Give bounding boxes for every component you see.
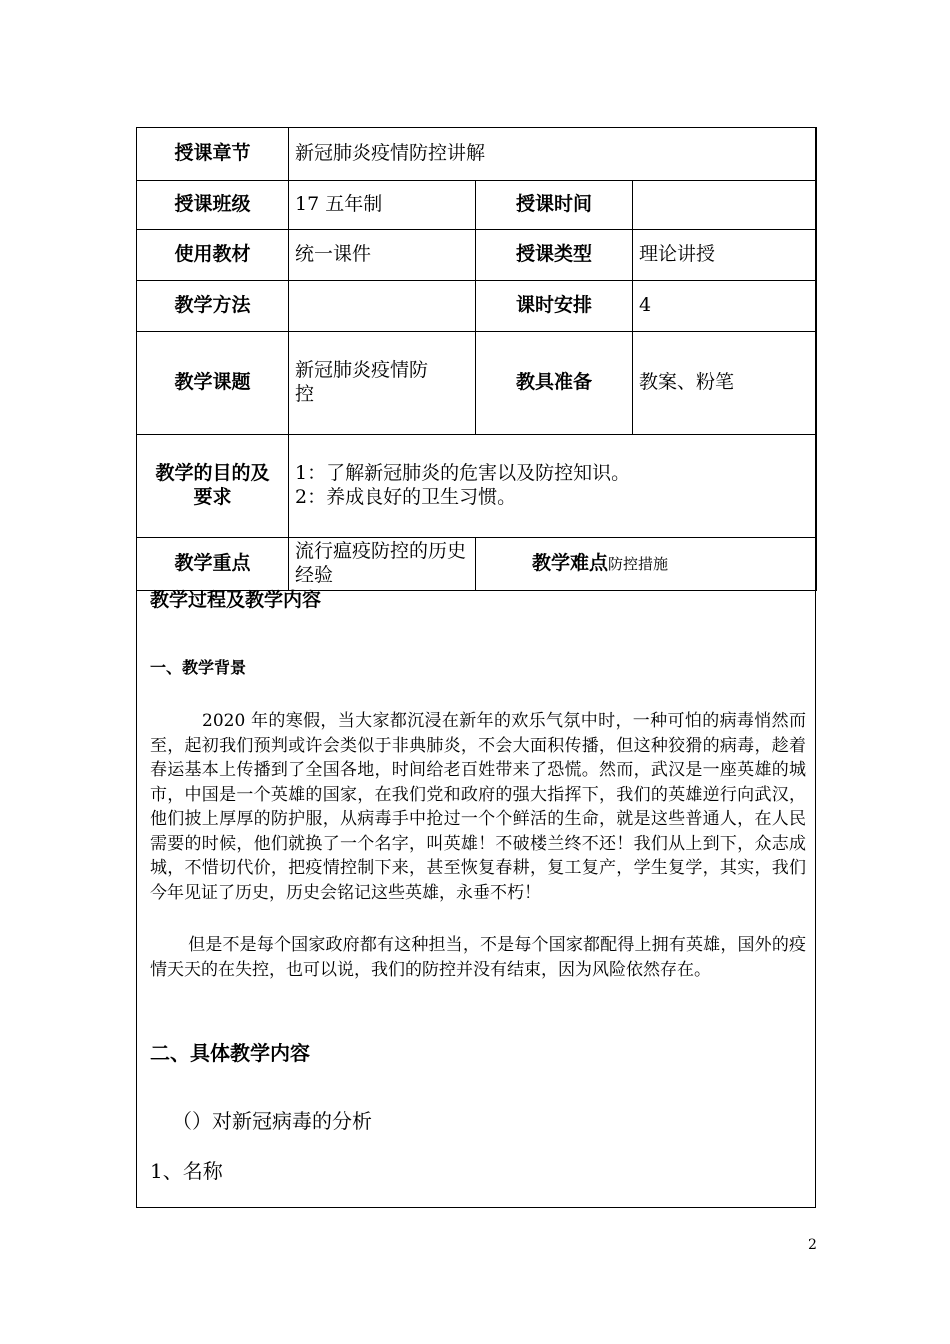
objectives-value	[289, 435, 817, 538]
chapter-label: 授课章节	[137, 128, 289, 181]
difficulty-label: 教学难点	[532, 552, 609, 575]
background-paragraph-1	[150, 709, 806, 905]
objectives-label-line1: 教学的目的及	[155, 462, 270, 485]
class-value: 17 五年制	[289, 181, 476, 230]
time-label: 授课时间	[476, 181, 633, 230]
hours-label: 课时安排	[476, 281, 633, 332]
method-value	[289, 281, 476, 332]
topic-value-line2: 控	[295, 383, 315, 405]
objectives-label	[137, 435, 289, 538]
background-paragraph-1-text: 2020 年的寒假，当大家都沉浸在新年的欢乐气氛中时，一种可怕的病毒悄然而至，起初我们预判或许会类似于非典肺炎，不会大面积传播，但这种狡猾的病毒，趁着春运基本上传播到了全国各地，时间给老百姓带来了恐慌。然而，武汉是一座英雄的城市，中国是一个英雄的国家，在我们党和政府的强大指挥下，我们的英雄逆行向武汉，他们披上厚厚的防护服，从病毒手中抢过一个个鲜活的生命，就是这些普通人，在人民需要的时候，他们就换了一个名字，叫英雄！不破楼兰终不还！我们从上到下，众志成城，不惜切代价，把疫情控制下来，甚至恢复春耕，复工复产，学生复学，其实，我们今年见证了历史，历史会铭记这些英雄，永垂不朽！	[150, 711, 806, 903]
key-point-value: 流行瘟疫防控的历史经验	[289, 538, 476, 591]
lesson-type-value: 理论讲授	[633, 230, 817, 281]
table-row	[137, 435, 817, 538]
table-row	[137, 128, 817, 181]
item-heading: 1、名称	[150, 1159, 223, 1183]
lesson-type-label: 授课类型	[476, 230, 633, 281]
background-paragraph-2-text: 但是不是每个国家政府都有这种担当，不是每个国家都配得上拥有英雄，国外的疫情天天的在失控，也可以说，我们的防控并没有结束，因为风险依然存在。	[150, 935, 806, 980]
time-value	[633, 181, 817, 230]
textbook-value: 统一课件	[289, 230, 476, 281]
table-row	[137, 230, 817, 281]
teaching-content	[136, 581, 816, 1207]
lesson-info-table	[136, 127, 817, 591]
topic-label: 教学课题	[137, 332, 289, 435]
page-number: 2	[808, 1237, 817, 1253]
subsection-heading: （）对新冠病毒的分析	[172, 1109, 372, 1133]
difficulty-value: 防控措施	[608, 555, 669, 574]
textbook-label: 使用教材	[137, 230, 289, 281]
chapter-value: 新冠肺炎疫情防控讲解	[289, 128, 817, 181]
hours-value: 4	[633, 281, 817, 332]
content-heading: 二、具体教学内容	[150, 1041, 310, 1065]
background-heading: 一、教学背景	[150, 658, 247, 677]
tools-value: 教案、粉笔	[633, 332, 817, 435]
table-row	[137, 181, 817, 230]
class-label: 授课班级	[137, 181, 289, 230]
method-label: 教学方法	[137, 281, 289, 332]
background-paragraph-2	[150, 933, 806, 982]
key-point-label: 教学重点	[137, 538, 289, 591]
topic-value-line1: 新冠肺炎疫情防	[295, 359, 429, 382]
objective-item-1: 1：了解新冠肺炎的危害以及防控知识。	[295, 462, 631, 485]
process-heading: 教学过程及教学内容	[150, 589, 322, 611]
topic-value	[289, 332, 476, 435]
tools-label: 教具准备	[476, 332, 633, 435]
table-row	[137, 332, 817, 435]
objectives-label-line2: 要求	[193, 486, 232, 508]
objective-item-2: 2：养成良好的卫生习惯。	[295, 486, 517, 508]
table-row	[137, 281, 817, 332]
